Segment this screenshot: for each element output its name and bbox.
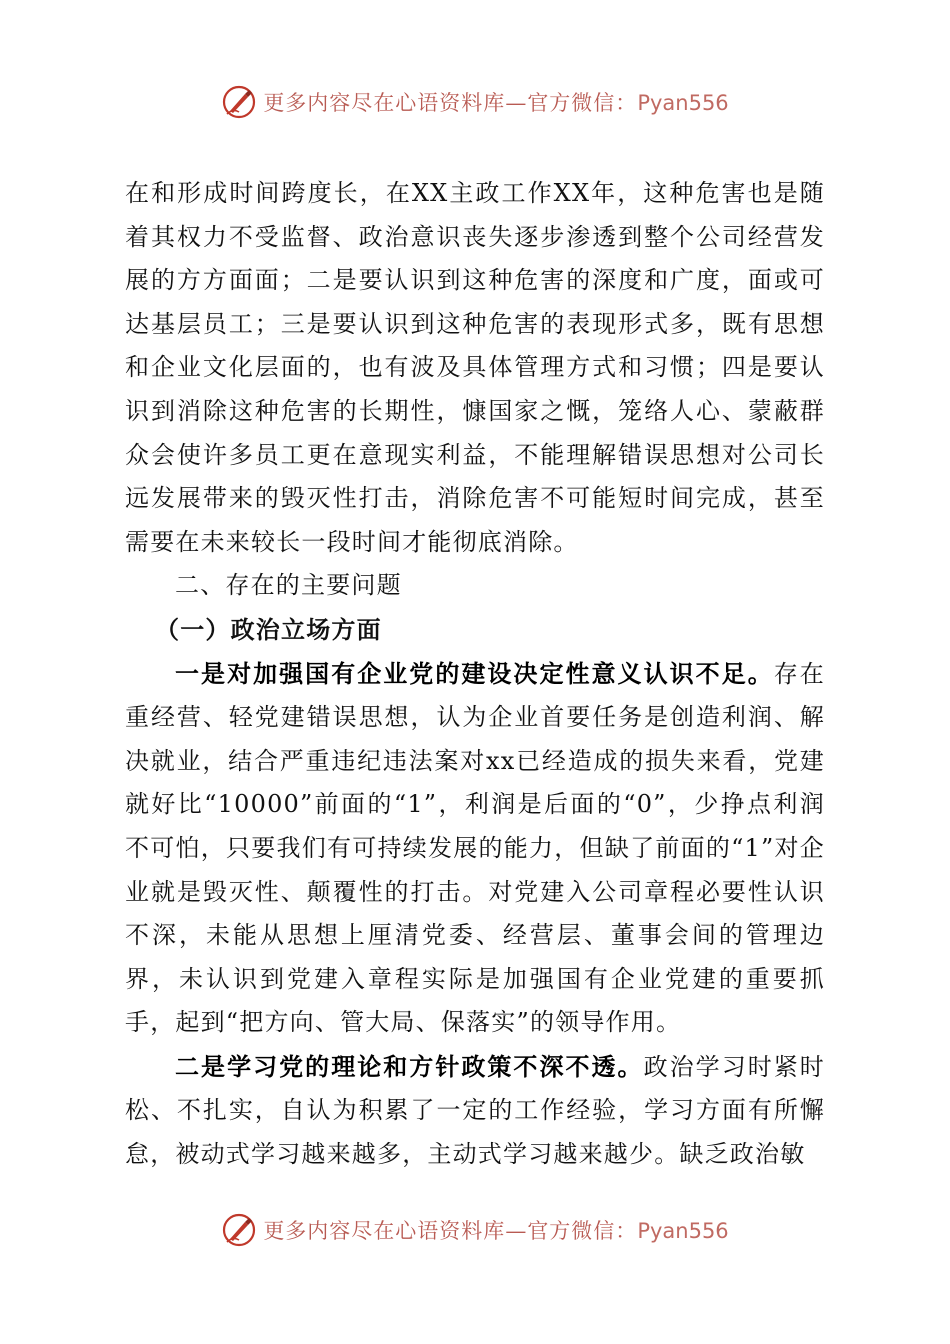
section-heading: 二、存在的主要问题 (175, 571, 402, 600)
point-two-body: 政治学习时紧时松、不扎实，自认为积累了一定的工作经验，学习方面有所懈怠，被动式学习越来越多，主动式学习越来越少。缺乏政治敏 (125, 1052, 825, 1169)
header-watermark (0, 80, 950, 124)
paragraph-point-one (125, 652, 825, 1045)
watermark-wechat-id: Pyan556 (637, 91, 729, 115)
subsection-heading: （一）政治立场方面 (155, 614, 382, 644)
pen-logo-icon (221, 1212, 257, 1248)
watermark-wechat-label: 官方微信： (527, 91, 638, 115)
point-one-body: 存在重经营、轻党建错误思想，认为企业首要任务是创造利润、解决就业，结合严重违纪违法案对xx已经造成的损失来看，党建就好比“10000”前面的“1”，利润是后面的“0”，少挣点利润不可怕，只要我们有可持续发展的能力，但缺了前面的“1”对企业就是毁灭性、颠覆性的打击。对党建入公司章程必要性认识不深，未能从思想上厘清党委、经营层、董事会间的管理边界，未认识到党建入章程实际是加强国有企业党建的重要抓手，起到“把方向、管大局、保落实”的领导作用。 (125, 659, 825, 1037)
paragraph-point-two (125, 1045, 825, 1177)
watermark-text: 更多内容尽在心语资料库 (263, 1219, 506, 1243)
watermark-wechat-id: Pyan556 (637, 1219, 729, 1243)
point-two-lead: 二是学习党的理论和方针政策不深不透。 (175, 1051, 644, 1081)
watermark-dash: — (505, 91, 528, 115)
document-body (125, 172, 825, 1177)
watermark-text: 更多内容尽在心语资料库 (263, 91, 506, 115)
paragraph-continuation: 在和形成时间跨度长，在XX主政工作XX年，这种危害也是随着其权力不受监督、政治意识丧失逐步渗透到整个公司经营发展的方方面面；二是要认识到这种危害的深度和广度，面或可达基层员工；三是要认识到这种危害的表现形式多，既有思想和企业文化层面的，也有波及具体管理方式和习惯；四是要认识到消除这种危害的长期性，慷国家之慨，笼络人心、蒙蔽群众会使许多员工更在意现实利益，不能理解错误思想对公司长远发展带来的毁灭性打击，消除危害不可能短时间完成，甚至需要在未来较长一段时间才能彻底消除。 (125, 179, 825, 556)
point-one-lead: 一是对加强国有企业党的建设决定性意义认识不足。 (175, 658, 774, 688)
watermark-dash: — (505, 1219, 528, 1243)
footer-watermark (0, 1208, 950, 1252)
watermark-wechat-label: 官方微信： (527, 1219, 638, 1243)
pen-logo-icon (221, 84, 257, 120)
